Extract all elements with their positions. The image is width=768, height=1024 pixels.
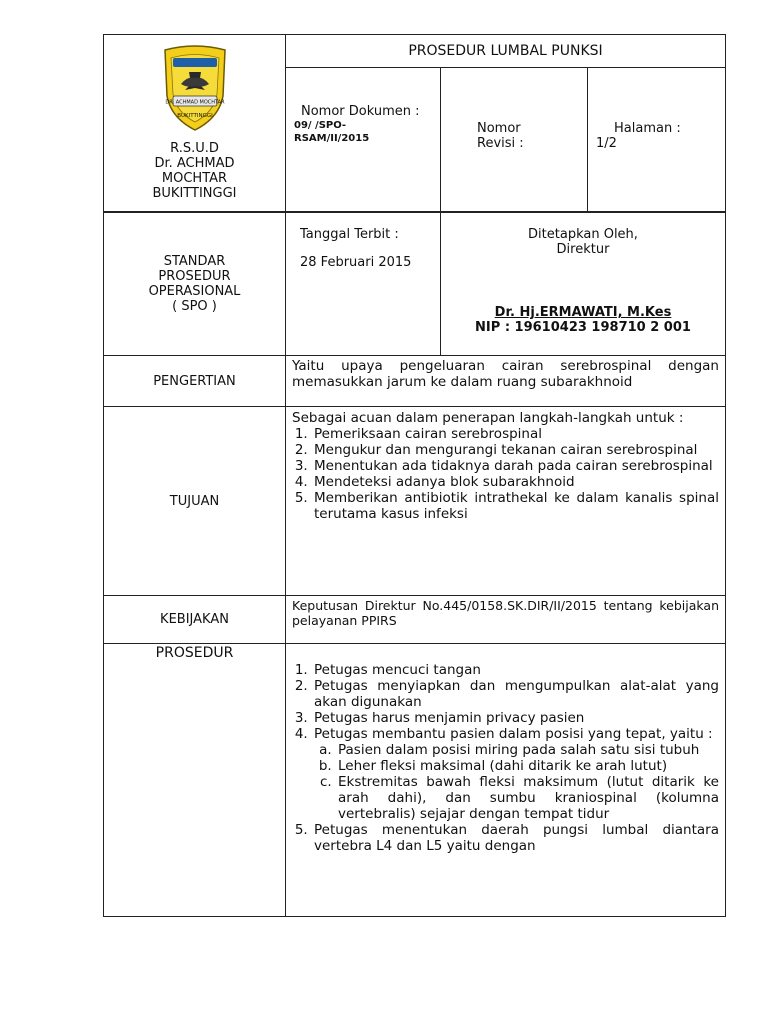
- prosedur-label: PROSEDUR: [104, 644, 286, 917]
- kebijakan-content: [286, 596, 726, 644]
- sub-list-item: c. Ekstremitas bawah fleksi maksimum (lutut ditarik ke arah dahi), dan sumbu kraniospinal (kolumna vertebralis) sejajar dengan tempat tidur: [336, 774, 719, 822]
- list-item: 5. Memberikan antibiotik intrathekal ke dalam kanalis spinal terutama kasus infeksi: [312, 490, 719, 522]
- pengertian-text: Yaitu upaya pengeluaran cairan serebrospinal dengan memasukkan jarum ke dalam ruang subarakhnoid: [292, 358, 719, 390]
- halaman-cell: [588, 68, 726, 212]
- direktur-nip: NIP : 19610423 198710 2 001: [475, 320, 691, 335]
- hospital-cell: [104, 35, 286, 212]
- hospital-line-2: Dr. ACHMAD: [154, 156, 235, 171]
- tanggal-terbit-label: Tanggal Terbit :: [300, 227, 399, 242]
- spo-label-line-2: PROSEDUR: [158, 269, 231, 284]
- tujuan-intro: Sebagai acuan dalam penerapan langkah-langkah untuk :: [292, 410, 684, 426]
- ditetapkan-line-1: Ditetapkan Oleh,: [528, 227, 638, 242]
- hospital-logo: [104, 44, 285, 138]
- list-item: 1. Petugas mencuci tangan: [312, 662, 719, 678]
- svg-text:DR. ACHMAD MOCHTAR: DR. ACHMAD MOCHTAR: [164, 99, 225, 106]
- list-item: 4. Mendeteksi adanya blok subarakhnoid: [312, 474, 719, 490]
- spo-label-cell: [104, 213, 286, 356]
- list-item: 3. Menentukan ada tidaknya darah pada cairan serebrospinal: [312, 458, 719, 474]
- nomor-dokumen-label: Nomor Dokumen :: [301, 104, 420, 119]
- list-item: 3. Petugas harus menjamin privacy pasien: [312, 710, 719, 726]
- kebijakan-text: Keputusan Direktur No.445/0158.SK.DIR/II/2015 tentang kebijakan pelayanan PPIRS: [292, 598, 719, 628]
- tujuan-list: [292, 426, 719, 522]
- sub-list-item: a. Pasien dalam posisi miring pada salah satu sisi tubuh: [336, 742, 719, 758]
- prosedur-sublist: [314, 742, 719, 822]
- shield-logo-icon: [159, 44, 231, 134]
- sub-list-item: b. Leher fleksi maksimal (dahi ditarik ke arah lutut): [336, 758, 719, 774]
- svg-text:BUKITTINGGI: BUKITTINGGI: [176, 113, 213, 119]
- pengertian-content: [286, 356, 726, 407]
- hospital-line-3: MOCHTAR: [161, 171, 228, 186]
- spo-label-line-4: ( SPO ): [172, 299, 217, 314]
- spo-label-line-1: STANDAR: [163, 254, 226, 269]
- hospital-name: [104, 141, 285, 211]
- nomor-revisi-cell: [441, 68, 588, 212]
- list-item: 1. Pemeriksaan cairan serebrospinal: [312, 426, 719, 442]
- ditetapkan-line-2: Direktur: [556, 242, 610, 257]
- tujuan-label: TUJUAN: [104, 407, 286, 596]
- list-item: 5. Petugas menentukan daerah pungsi lumbal diantara vertebra L4 dan L5 yaitu dengan: [312, 822, 719, 854]
- tujuan-content: [286, 407, 726, 596]
- prosedur-content: [286, 644, 726, 917]
- list-item: 2. Petugas menyiapkan dan mengumpulkan alat-alat yang akan digunakan: [312, 678, 719, 710]
- hospital-line-4: BUKITTINGGI: [152, 186, 237, 201]
- kebijakan-label: KEBIJAKAN: [104, 596, 286, 644]
- list-item-text: Petugas membantu pasien dalam posisi yang tepat, yaitu :: [314, 726, 713, 742]
- halaman-value: 1/2: [596, 136, 617, 151]
- prosedur-list: [292, 662, 719, 854]
- tanggal-terbit-value: 28 Februari 2015: [300, 255, 412, 270]
- tanggal-terbit-cell: [286, 213, 441, 356]
- list-item: 2. Mengukur dan mengurangi tekanan cairan serebrospinal: [312, 442, 719, 458]
- halaman-label: Halaman :: [614, 121, 681, 136]
- spo-label-line-3: OPERASIONAL: [148, 284, 241, 299]
- nomor-revisi-label: Nomor Revisi :: [477, 121, 524, 151]
- ditetapkan-cell: [441, 213, 726, 356]
- nomor-dokumen-value: 09/ /SPO-RSAM/II/2015: [294, 120, 370, 144]
- list-item: [312, 726, 719, 822]
- body-table: [103, 212, 726, 917]
- pengertian-label: PENGERTIAN: [104, 356, 286, 407]
- header-table: [103, 34, 726, 212]
- direktur-name: Dr. Hj.ERMAWATI, M.Kes: [494, 305, 672, 320]
- nomor-dokumen-cell: [286, 68, 441, 212]
- hospital-line-1: R.S.U.D: [170, 141, 219, 156]
- document-title: PROSEDUR LUMBAL PUNKSI: [286, 35, 726, 68]
